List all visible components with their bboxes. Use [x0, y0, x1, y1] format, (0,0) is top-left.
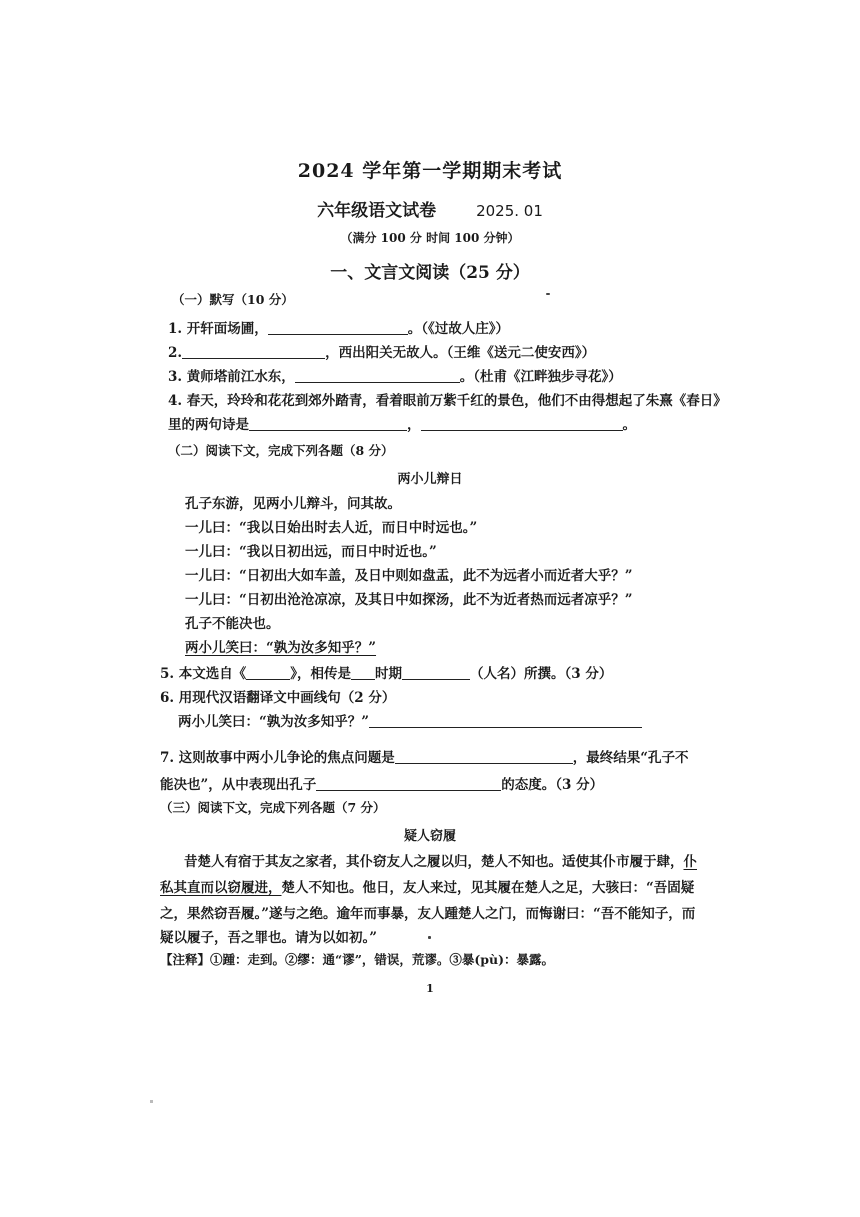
answer-blank[interactable] — [246, 666, 290, 680]
question-4: 4. 春天，玲玲和花花到郊外踏青，看着眼前万紫千红的景色，他们不由得想起了朱熹《春日》 — [168, 393, 727, 409]
passage2-line: 疑以履子，吾之罪也。请为以如初。” — [160, 930, 378, 946]
question-5: 5. 本文选自《 》，相传是 时期 （人名）所撰。（3 分） — [160, 666, 613, 682]
part1-heading: （一）默写（10 分） — [172, 292, 294, 307]
answer-blank[interactable] — [369, 714, 642, 728]
passage-title: 两小儿辩日 — [397, 472, 463, 487]
subject-title: 六年级语文试卷 — [317, 201, 437, 221]
passage-line: 一儿曰：“日初出大如车盖，及日中则如盘盂，此不为远者小而近者大乎？” — [185, 568, 633, 584]
answer-blank[interactable] — [395, 750, 573, 764]
passage-line: 一儿曰：“日初出沧沧凉凉，及其日中如探汤，此不为近者热而远者凉乎？” — [185, 592, 633, 608]
answer-blank[interactable] — [351, 666, 375, 680]
passage-line: 孔子不能决也。 — [185, 616, 280, 632]
question-6: 6. 用现代汉语翻译文中画线句（2 分） — [160, 690, 396, 706]
underlined-sentence-2: 私其直而以窃履进， — [160, 880, 282, 896]
answer-blank[interactable] — [316, 777, 501, 791]
question-7-cont: 能决也”，从中表现出孔子 的态度。（3 分） — [160, 777, 604, 793]
exam-note: （满分 100 分 时间 100 分钟） — [340, 231, 520, 245]
exam-date: 2025. 01 — [476, 202, 543, 220]
answer-blank[interactable] — [268, 321, 408, 335]
part3-heading: （三）阅读下文，完成下列各题（7 分） — [160, 800, 386, 815]
section-title: 一、文言文阅读（25 分） — [330, 263, 530, 283]
scan-speck — [428, 936, 431, 939]
exam-subtitle — [0, 196, 860, 221]
answer-blank[interactable] — [182, 345, 325, 359]
exam-title: 2024 学年第一学期期末考试 — [297, 160, 563, 182]
answer-blank[interactable] — [249, 417, 407, 431]
passage2-line: 之，果然窃吾履。”遂与之绝。逾年而事暴，友人踵楚人之门，而悔谢曰：“吾不能知子，而 — [160, 906, 696, 922]
passage-line: 一儿曰：“我以日初出远，而日中时近也。” — [185, 544, 437, 560]
answer-blank[interactable] — [421, 417, 623, 431]
underlined-sentence: 两小儿笑曰：“孰为汝多知乎？” — [185, 640, 377, 656]
annotation-note: 【注释】①踵：走到。②缪：通“谬”，错误，荒谬。③暴(pù)：暴露。 — [160, 952, 555, 967]
scan-speck — [150, 1100, 153, 1103]
question-7: 7. 这则故事中两小儿争论的焦点问题是 ，最终结果“孔子不 — [160, 750, 689, 766]
passage-line: 一儿曰：“我以日始出时去人近，而日中时远也。” — [185, 520, 478, 536]
answer-blank[interactable] — [295, 369, 460, 383]
part2-heading: （二）阅读下文，完成下列各题（8 分） — [168, 443, 394, 458]
page-number: 1 — [426, 982, 434, 995]
question-6-line: 两小儿笑曰：“孰为汝多知乎？” — [178, 710, 642, 730]
passage2-line: 昔楚人有宿于其友之家者，其仆窃友人之履以归，楚人不知也。适使其仆市履于肆，仆 — [184, 854, 697, 870]
passage2-line: 私其直而以窃履进，楚人不知也。他日，友人来过，见其履在楚人之足，大骇曰：“吾固疑 — [160, 880, 695, 896]
answer-blank[interactable] — [402, 666, 470, 680]
scan-speck — [546, 293, 550, 295]
passage-title-2: 疑人窃履 — [403, 829, 456, 844]
question-4-cont: 里的两句诗是 ， 。 — [168, 417, 636, 433]
question-3: 3. 黄师塔前江水东， 。（杜甫《江畔独步寻花》） — [168, 369, 622, 385]
question-1: 1. 开轩面场圃， 。（《过故人庄》） — [168, 321, 510, 337]
passage-line: 孔子东游，见两小儿辩斗，问其故。 — [185, 496, 401, 512]
question-2: 2. ，西出阳关无故人。（王维《送元二使安西》） — [168, 345, 596, 361]
